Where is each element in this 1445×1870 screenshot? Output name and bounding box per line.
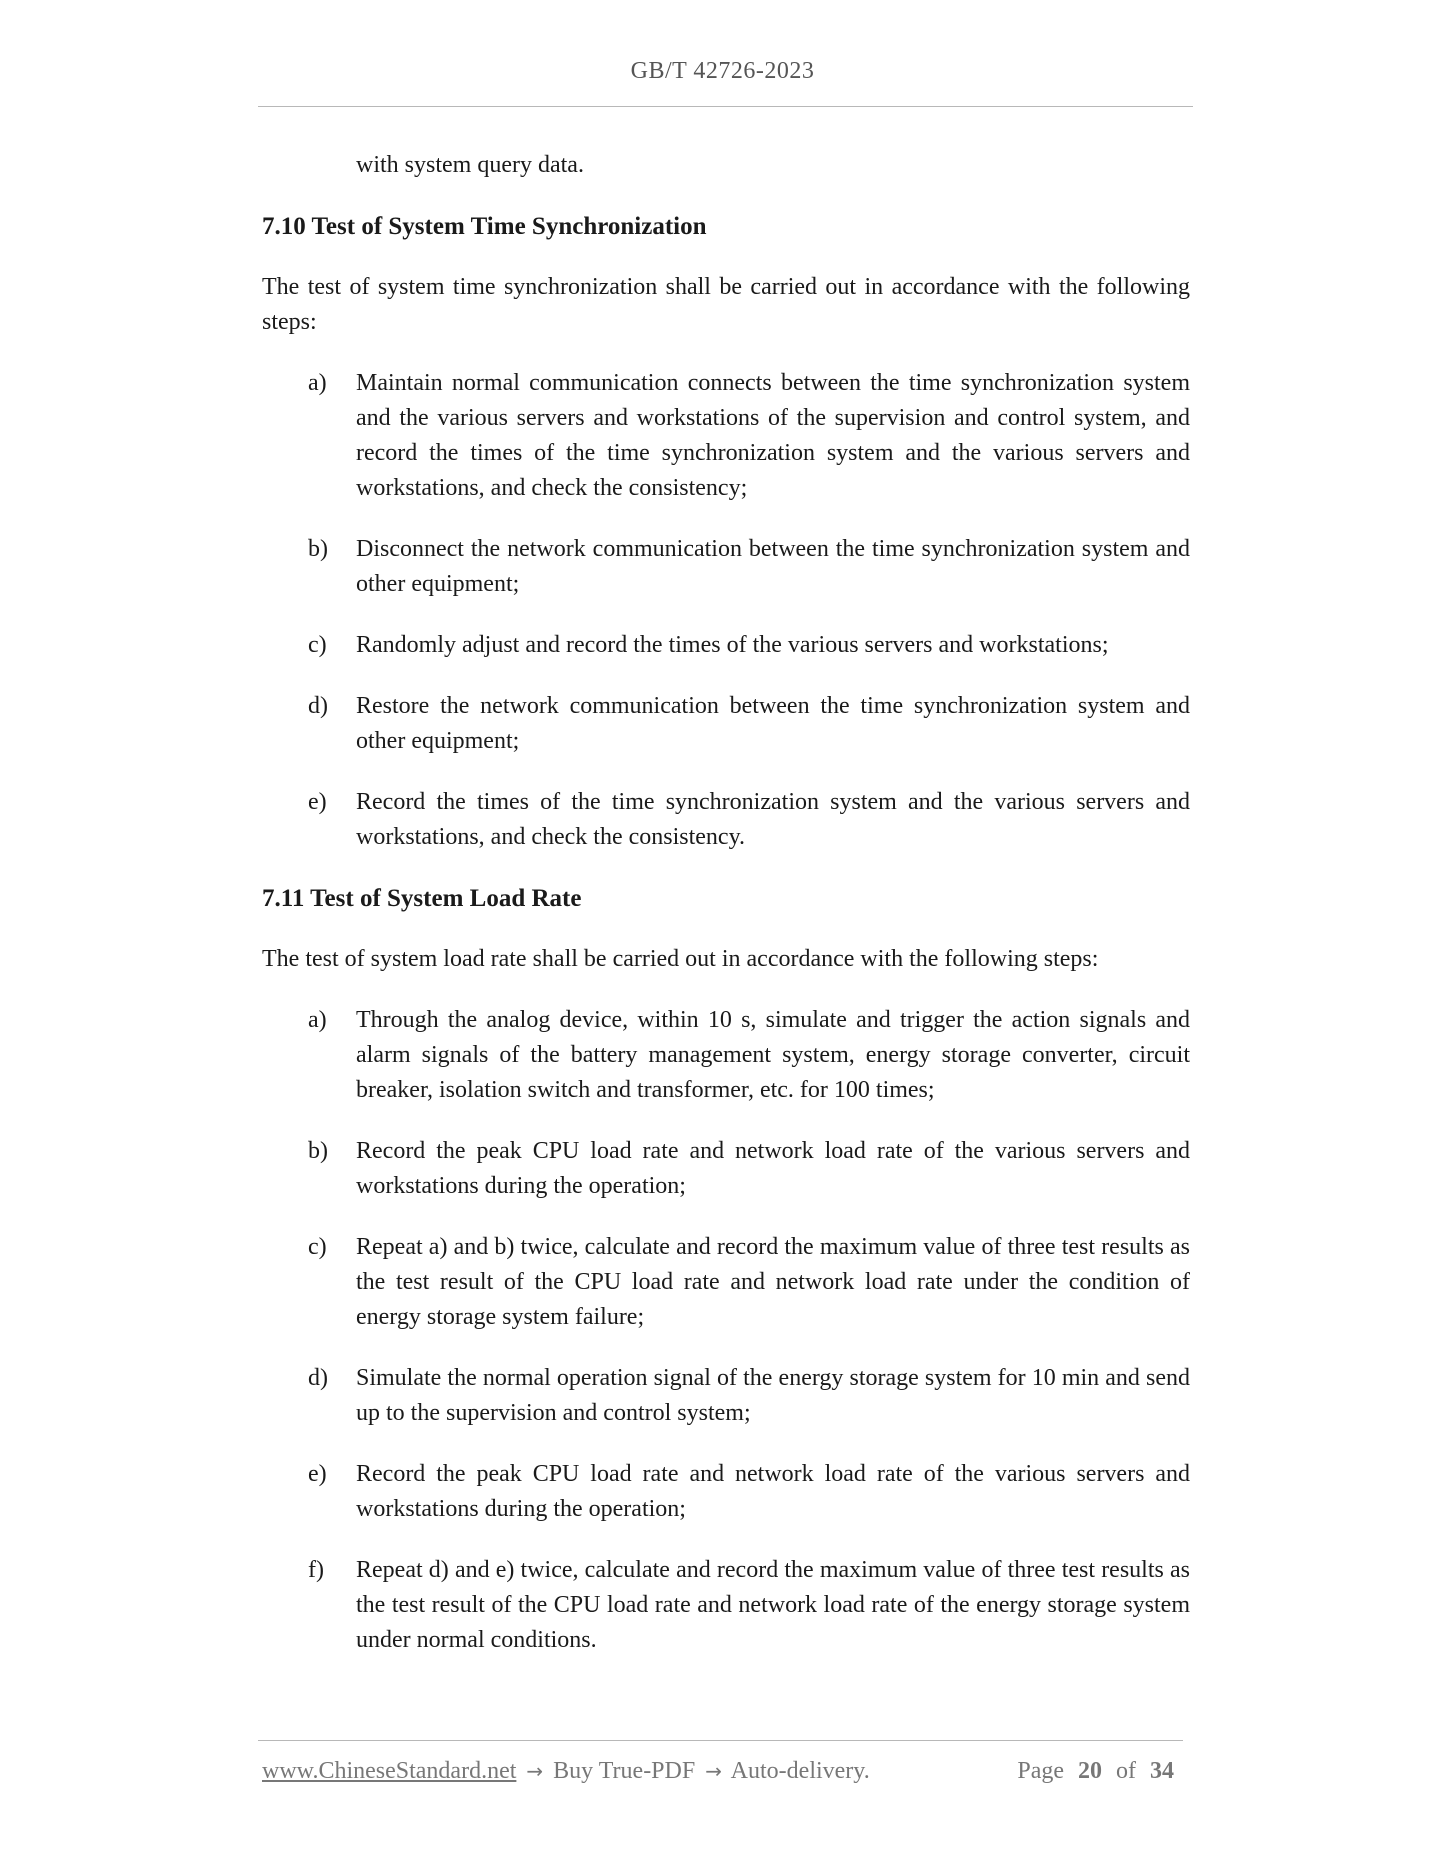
current-page-number: 20 <box>1078 1758 1102 1784</box>
steps-list-7-11 <box>262 1003 1190 1658</box>
list-marker: c) <box>308 1234 327 1260</box>
list-marker: d) <box>308 1365 328 1391</box>
header-divider <box>258 106 1193 107</box>
list-item <box>262 1134 1190 1204</box>
section-heading-7-10: 7.10 Test of System Time Synchronization <box>262 213 707 240</box>
list-item <box>262 366 1190 506</box>
list-marker: b) <box>308 536 328 562</box>
list-item-text: Repeat a) and b) twice, calculate and record the maximum value of three test results as the test result of the CPU load rate and network load rate under the condition of energy storage system failure; <box>356 1234 1190 1330</box>
continuation-text: with system query data. <box>356 152 584 178</box>
list-item <box>262 1230 1190 1335</box>
buy-pdf-text: Buy True-PDF <box>553 1758 696 1784</box>
list-marker: d) <box>308 693 328 719</box>
footer-divider <box>258 1740 1183 1741</box>
list-item-text: Maintain normal communication connects between the time synchronization system and the various servers and workstations of the supervision and control system, and record the times of the time synchronization system and the various servers and workstations, and check the consistency; <box>356 370 1190 501</box>
total-page-count: 34 <box>1150 1758 1174 1784</box>
list-marker: a) <box>308 1007 327 1033</box>
list-item <box>262 785 1190 855</box>
list-marker: b) <box>308 1138 328 1164</box>
list-item-text: Record the peak CPU load rate and network load rate of the various servers and workstations during the operation; <box>356 1138 1190 1199</box>
list-item <box>262 628 1190 663</box>
list-item <box>262 1003 1190 1108</box>
list-item-text: Through the analog device, within 10 s, simulate and trigger the action signals and alarm signals of the battery management system, energy storage converter, circuit breaker, isolation switch and transformer, etc. for 100 times; <box>356 1007 1190 1103</box>
document-body <box>262 148 1190 1684</box>
list-item-text: Restore the network communication between the time synchronization system and other equipment; <box>356 693 1190 754</box>
document-header-title: GB/T 42726-2023 <box>630 58 815 84</box>
list-item-text: Record the peak CPU load rate and network load rate of the various servers and workstations during the operation; <box>356 1461 1190 1522</box>
list-item-text: Simulate the normal operation signal of the energy storage system for 10 min and send up to the supervision and control system; <box>356 1365 1190 1426</box>
arrow-right-icon: → <box>526 1759 544 1783</box>
list-item-text: Record the times of the time synchronization system and the various servers and workstations, and check the consistency. <box>356 789 1190 850</box>
auto-delivery-text: Auto-delivery. <box>730 1758 870 1784</box>
steps-list-7-10 <box>262 366 1190 855</box>
website-link[interactable]: www.ChineseStandard.net <box>262 1758 517 1784</box>
list-item-text: Repeat d) and e) twice, calculate and record the maximum value of three test results as the test result of the CPU load rate and network load rate of the energy storage system under normal conditions. <box>356 1557 1190 1653</box>
section-heading-7-11: 7.11 Test of System Load Rate <box>262 885 582 912</box>
list-item-text: Randomly adjust and record the times of the various servers and workstations; <box>356 632 1109 658</box>
section-intro-7-10: The test of system time synchronization shall be carried out in accordance with the following steps: <box>262 274 1190 335</box>
list-item <box>262 1553 1190 1658</box>
footer-promo <box>262 1758 870 1785</box>
page-of-label: of <box>1116 1758 1136 1784</box>
list-marker: c) <box>308 632 327 658</box>
list-marker: a) <box>308 370 327 396</box>
list-item <box>262 532 1190 602</box>
list-item <box>262 1361 1190 1431</box>
arrow-right-icon: → <box>705 1759 722 1783</box>
list-item <box>262 689 1190 759</box>
list-item <box>262 1457 1190 1527</box>
list-marker: f) <box>308 1557 324 1583</box>
list-item-text: Disconnect the network communication between the time synchronization system and other equipment; <box>356 536 1190 597</box>
page-indicator <box>1017 1758 1182 1785</box>
page-label: Page <box>1017 1758 1064 1784</box>
list-marker: e) <box>308 1461 327 1487</box>
section-intro-7-11: The test of system load rate shall be carried out in accordance with the following steps: <box>262 946 1099 972</box>
list-marker: e) <box>308 789 327 815</box>
